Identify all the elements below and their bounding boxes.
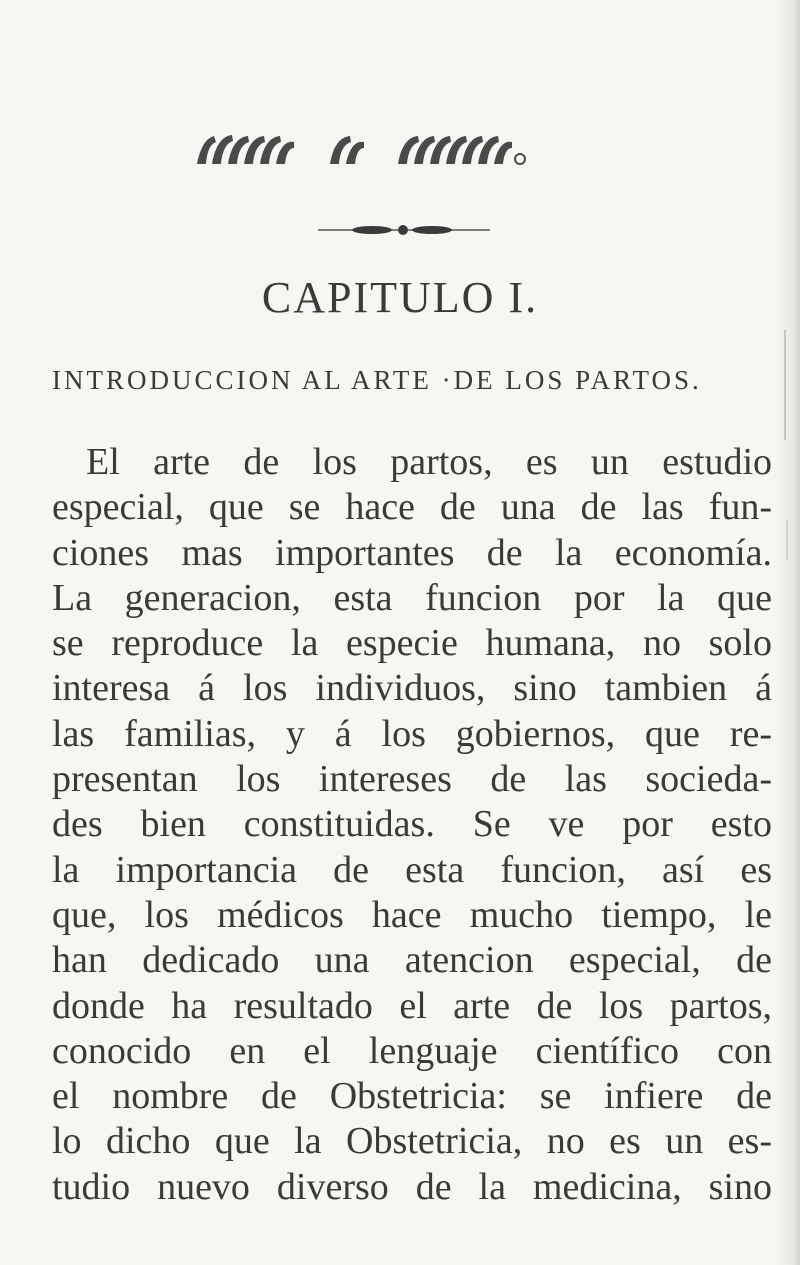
text-line: lo dicho que la Obstetricia, no es un es- [52, 1120, 772, 1163]
page-edge-shadow [774, 0, 800, 1265]
text-line: donde ha resultado el arte de los partos, [52, 984, 772, 1027]
text-line: especial, que se hace de una de las fun- [52, 486, 772, 529]
text-line: El arte de los partos, es un estudio [86, 441, 772, 483]
text-line: las familias, y á los gobiernos, que re- [52, 712, 772, 755]
text-line: ciones mas importantes de la economía. [52, 531, 772, 574]
body-paragraph [52, 440, 772, 1210]
text-line: que, los médicos hace mucho tiempo, le [52, 893, 772, 936]
text-line: tudio nuevo diverso de la medicina, sino [52, 1165, 772, 1208]
text-line: conocido en el lenguaje científico con [52, 1029, 772, 1072]
text-line: el nombre de Obstetricia: se infiere de [52, 1075, 772, 1118]
text-line: la importancia de esta funcion, así es [52, 848, 772, 891]
text-line: des bien constituidas. Se ve por esto [52, 803, 772, 846]
text-line: interesa á los individuos, sino tambien á [52, 667, 772, 710]
text-line: se reproduce la especie humana, no solo [52, 622, 772, 665]
chapter-title: CAPITULO I. [261, 273, 539, 322]
page-edge-mark [786, 520, 788, 560]
section-heading: INTRODUCCION AL ARTE ·DE LOS PARTOS. [52, 365, 702, 395]
text-line: La generacion, esta funcion por la que [52, 576, 772, 619]
decorative-header-ornament-icon [0, 128, 800, 174]
page-edge-mark [784, 330, 786, 440]
text-line: presentan los intereses de las socieda- [52, 758, 772, 801]
text-line: han dedicado una atencion especial, de [52, 939, 772, 982]
decorative-rule-icon [0, 220, 800, 240]
